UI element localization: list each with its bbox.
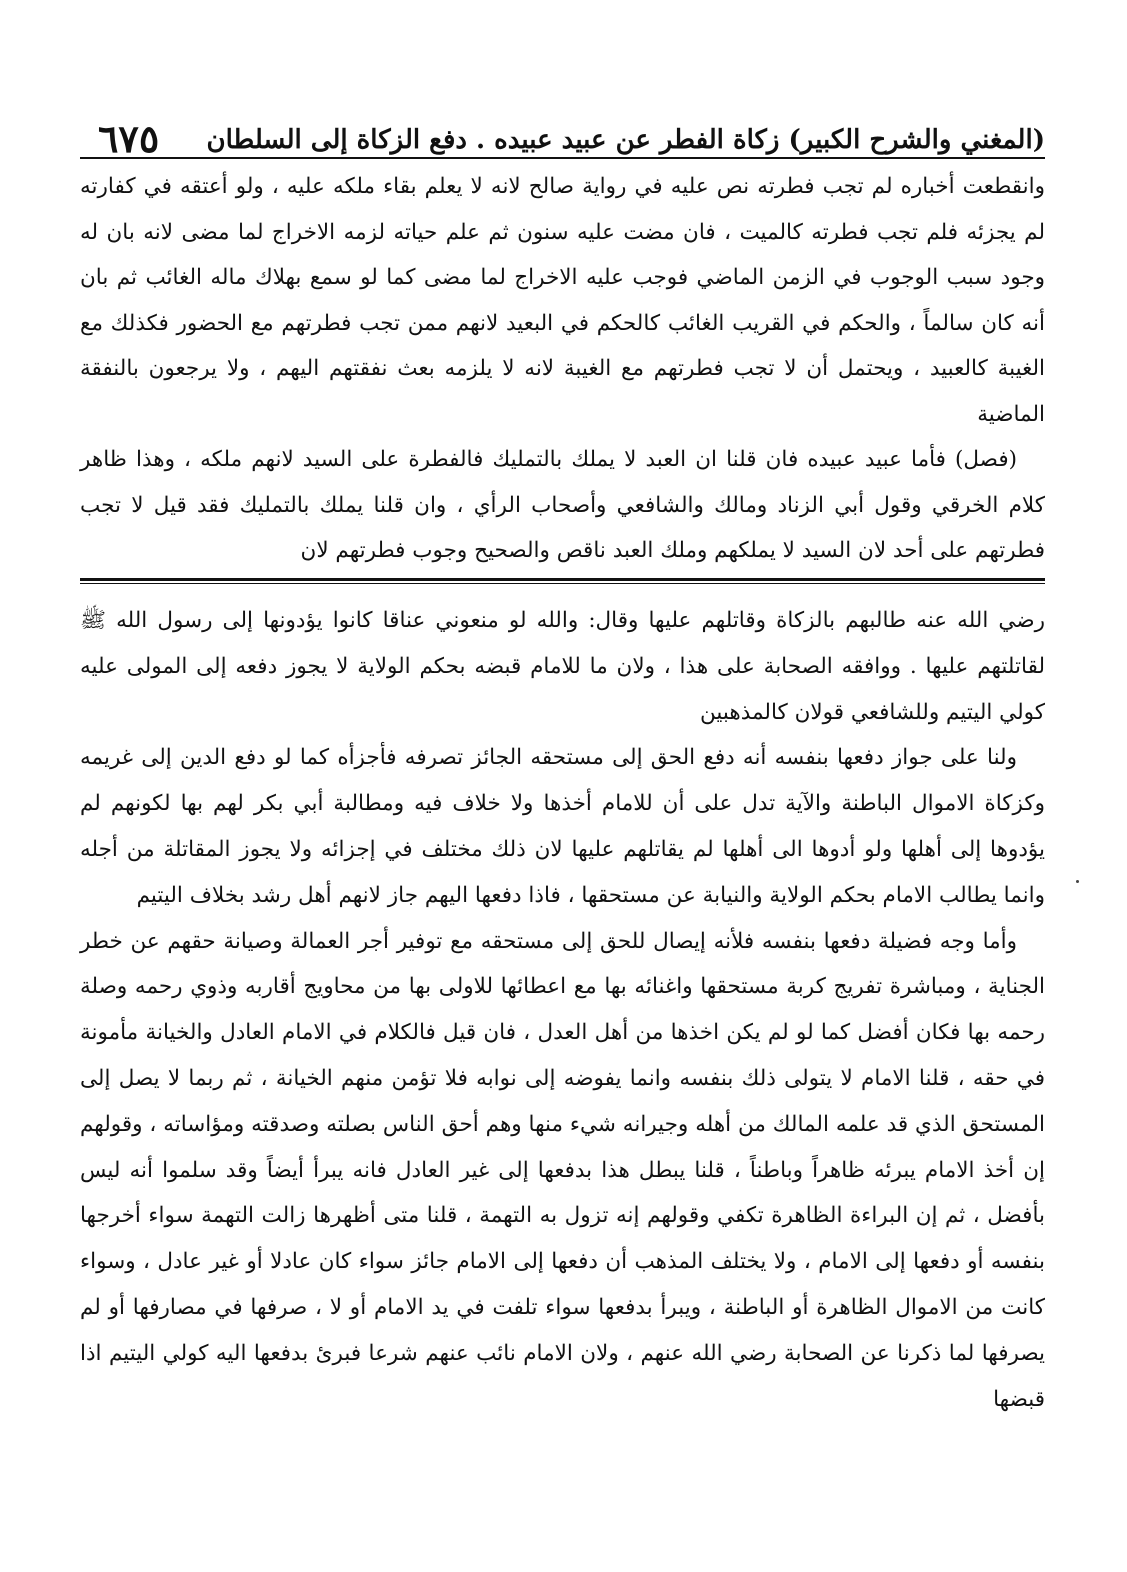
- separator-rule-thin: [80, 583, 1045, 584]
- main-text: [80, 598, 1045, 1422]
- commentary-paragraph: وانقطعت أخباره لم تجب فطرته نص عليه في رواية صالح لانه لا يعلم بقاء ملكه عليه ، ولو أعتقه في كفارته لم يجزئه فلم تجب فطرته كالميت ، فان مضت عليه سنون ثم علم حياته لزمه الاخراج لما مضى لانه بان له وجود سبب الوجوب في الزمن الماضي فوجب عليه الاخراج لما مضى كما لو سمع بهلاك ماله الغائب ثم بان أنه كان سالماً ، والحكم في القريب الغائب كالحكم في البعيد لانهم ممن تجب فطرتهم مع الحضور فكذلك مع الغيبة كالعبيد ، ويحتمل أن لا تجب فطرتهم مع الغيبة لانه لا يلزمه بعث نفقتهم اليهم ، ولا يرجعون بالنفقة الماضية: [80, 174, 1045, 427]
- main-paragraph: رضي الله عنه طالبهم بالزكاة وقاتلهم عليها وقال: والله لو منعوني عناقا كانوا يؤدونها إلى رسول الله ﷺ لقاتلتهم عليها . ووافقه الصحابة على هذا ، ولان ما للامام قبضه بحكم الولاية لا يجوز دفعه إلى المولى عليه كولي اليتيم وللشافعي قولان كالمذهبين: [80, 608, 1045, 725]
- page-header: [80, 100, 1045, 161]
- running-title: (المغني والشرح الكبير) زكاة الفطر عن عبيد عبيده . دفع الزكاة إلى السلطان: [206, 125, 1045, 156]
- header-rule: [80, 157, 1045, 159]
- main-paragraph: ولنا على جواز دفعها بنفسه أنه دفع الحق إلى مستحقه الجائز تصرفه فأجزأه كما لو دفع الدين إلى غريمه وكزكاة الاموال الباطنة والآية تدل على أن للامام أخذها ولا خلاف فيه ومطالبة أبي بكر لهم بها لكونهم لم يؤدوها إلى أهلها ولو أدوها الى أهلها لم يقاتلهم عليها لان ذلك مختلف في إجزائه ولا يجوز المقاتلة من أجله وانما يطالب الامام بحكم الولاية والنيابة عن مستحقها ، فاذا دفعها اليهم جاز لانهم أهل رشد بخلاف اليتيم: [80, 745, 1045, 908]
- commentary-text: [80, 164, 1045, 574]
- page-number: ٦٧٥: [98, 116, 160, 161]
- separator-rule-thick: [80, 578, 1045, 581]
- commentary-paragraph: (فصل) فأما عبيد عبيده فان قلنا ان العبد لا يملك بالتمليك فالفطرة على السيد لانهم ملكه ، وهذا ظاهر كلام الخرقي وقول أبي الزناد ومالك والشافعي وأصحاب الرأي ، وان قلنا يملك بالتمليك فقد قيل لا تجب فطرتهم على أحد لان السيد لا يملكهم وملك العبد ناقص والصحيح وجوب فطرتهم لان: [80, 447, 1045, 563]
- section-separator: [80, 578, 1045, 584]
- main-paragraph: وأما وجه فضيلة دفعها بنفسه فلأنه إيصال للحق إلى مستحقه مع توفير أجر العمالة وصيانة حقهم عن خطر الجناية ، ومباشرة تفريج كربة مستحقها واغنائه بها مع اعطائها للاولى بها من محاويج أقاربه وذوي رحمه وصلة رحمه بها فكان أفضل كما لو لم يكن اخذها من أهل العدل ، فان قيل فالكلام في الامام العادل والخيانة مأمونة في حقه ، قلنا الامام لا يتولى ذلك بنفسه وانما يفوضه إلى نوابه فلا تؤمن منهم الخيانة ، ثم ربما لا يصل إلى المستحق الذي قد علمه المالك من أهله وجيرانه شيء منها وهم أحق الناس بصلته وصدقته ومؤاساته ، وقولهم إن أخذ الامام يبرئه ظاهراً وباطناً ، قلنا يبطل هذا بدفعها إلى غير العادل فانه يبرأ أيضاً وقد سلموا أنه ليس بأفضل ، ثم إن البراءة الظاهرة تكفي وقولهم إنه تزول به التهمة ، قلنا متى أظهرها زالت التهمة سواء أخرجها بنفسه أو دفعها إلى الامام ، ولا يختلف المذهب أن دفعها إلى الامام جائز سواء كان عادلا أو غير عادل ، وسواء كانت من الاموال الظاهرة أو الباطنة ، ويبرأ بدفعها سواء تلفت في يد الامام أو لا ، صرفها في مصارفها أو لم يصرفها لما ذكرنا عن الصحابة رضي الله عنهم ، ولان الامام نائب عنهم شرعا فبرئ بدفعها اليه كولي اليتيم اذا قبضها: [80, 928, 1045, 1412]
- scan-speck: [1076, 880, 1079, 883]
